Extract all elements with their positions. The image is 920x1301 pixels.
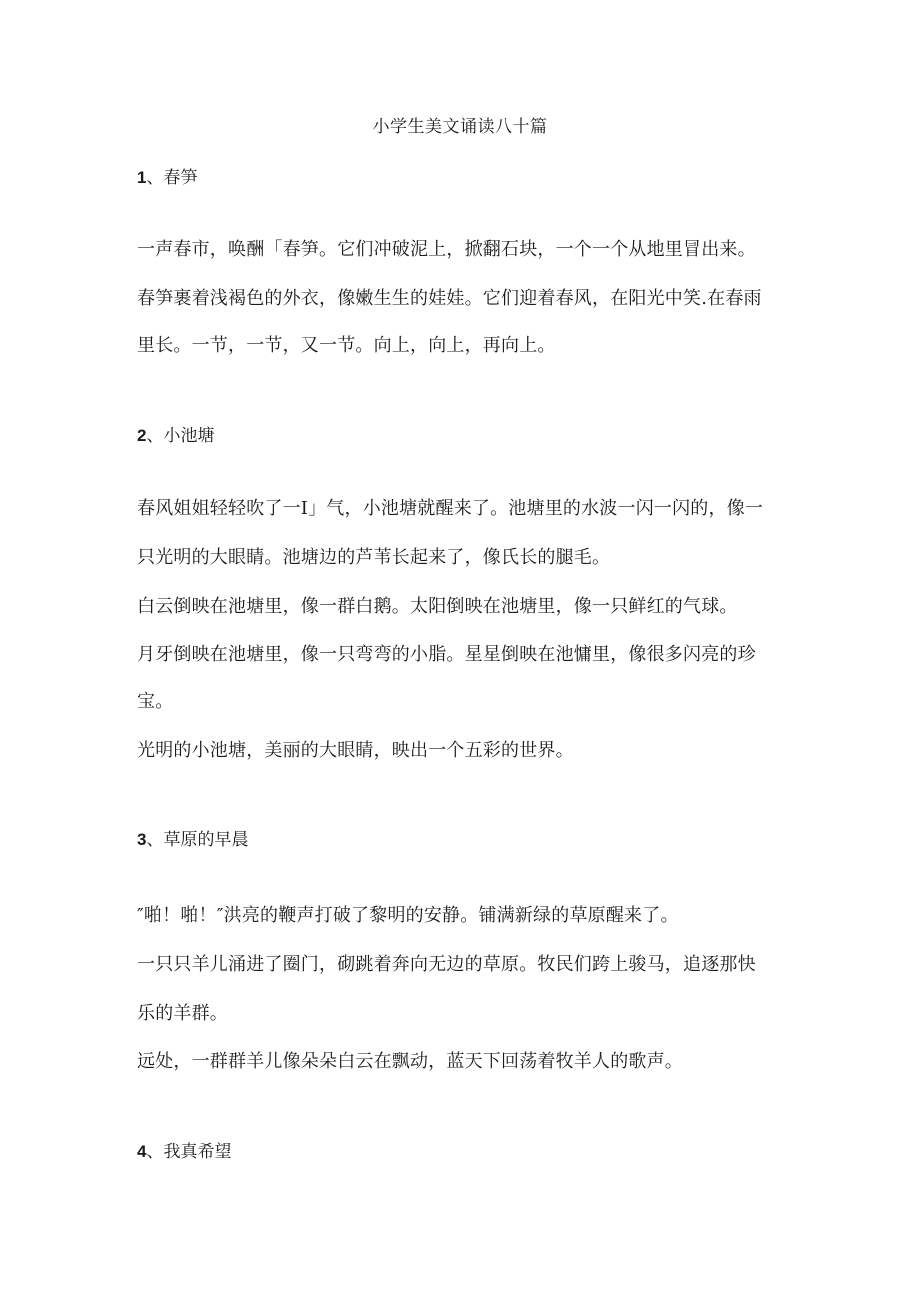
section-heading-1 — [137, 166, 197, 190]
section-number: 3 — [137, 830, 147, 849]
section-number: 2 — [137, 426, 147, 445]
paragraph-line: 宝。 — [137, 691, 174, 712]
section-title: 、草原的早晨 — [146, 830, 249, 850]
paragraph-line: ″啪！啪！″洪亮的鞭声打破了黎明的安静。铺满新绿的草原醒来了。 — [137, 905, 679, 926]
paragraph-line: 里长。一节，一节，又一节。向上，向上，再向上。 — [137, 335, 556, 356]
section-heading-2 — [137, 424, 214, 448]
section-title: 、春笋 — [146, 168, 198, 188]
section-title: 、我真希望 — [146, 1142, 232, 1162]
paragraph-line: 一只只羊儿涌进了圈门，砌跳着奔向无边的草原。牧民们跨上骏马，追逐那快 — [137, 954, 756, 975]
section-title: 、小池塘 — [146, 426, 215, 446]
paragraph-line: 一声春市，唤酬「春笋。它们冲破泥上，掀翻石块，一个一个从地里冒出来。 — [137, 239, 756, 260]
paragraph-line: 乐的羊群。 — [137, 1003, 228, 1024]
paragraph-line: 月牙倒映在池塘里，像一只弯弯的小脂。星星倒映在池慵里，像很多闪亮的珍 — [137, 644, 756, 665]
paragraph-line: 只光明的大眼睛。池塘边的芦苇长起来了，像氏长的腿毛。 — [137, 547, 611, 568]
section-heading-4 — [137, 1140, 231, 1164]
document-title: 小学生美文诵读八十篇 — [372, 117, 548, 137]
section-number: 4 — [137, 1142, 147, 1161]
section-number: 1 — [137, 168, 147, 187]
paragraph-line: 远处，一群群羊儿像朵朵白云在飘动，蓝天下回荡着牧羊人的歌声。 — [137, 1051, 683, 1072]
section-heading-3 — [137, 828, 248, 852]
paragraph-line: 春风姐姐轻轻吹了一I」气，小池塘就醒来了。池塘里的水波一闪一闪的，像一 — [137, 498, 764, 519]
paragraph-line: 白云倒映在池塘里，像一群白鹅。太阳倒映在池塘里，像一只鲜红的气球。 — [137, 596, 738, 617]
paragraph-line: 春笋裹着浅褐色的外衣，像嫩生生的娃娃。它们迎着春风，在阳光中笑.在春雨 — [137, 288, 762, 309]
paragraph-line: 光明的小池塘，美丽的大眼睛，映出一个五彩的世界。 — [137, 740, 574, 761]
